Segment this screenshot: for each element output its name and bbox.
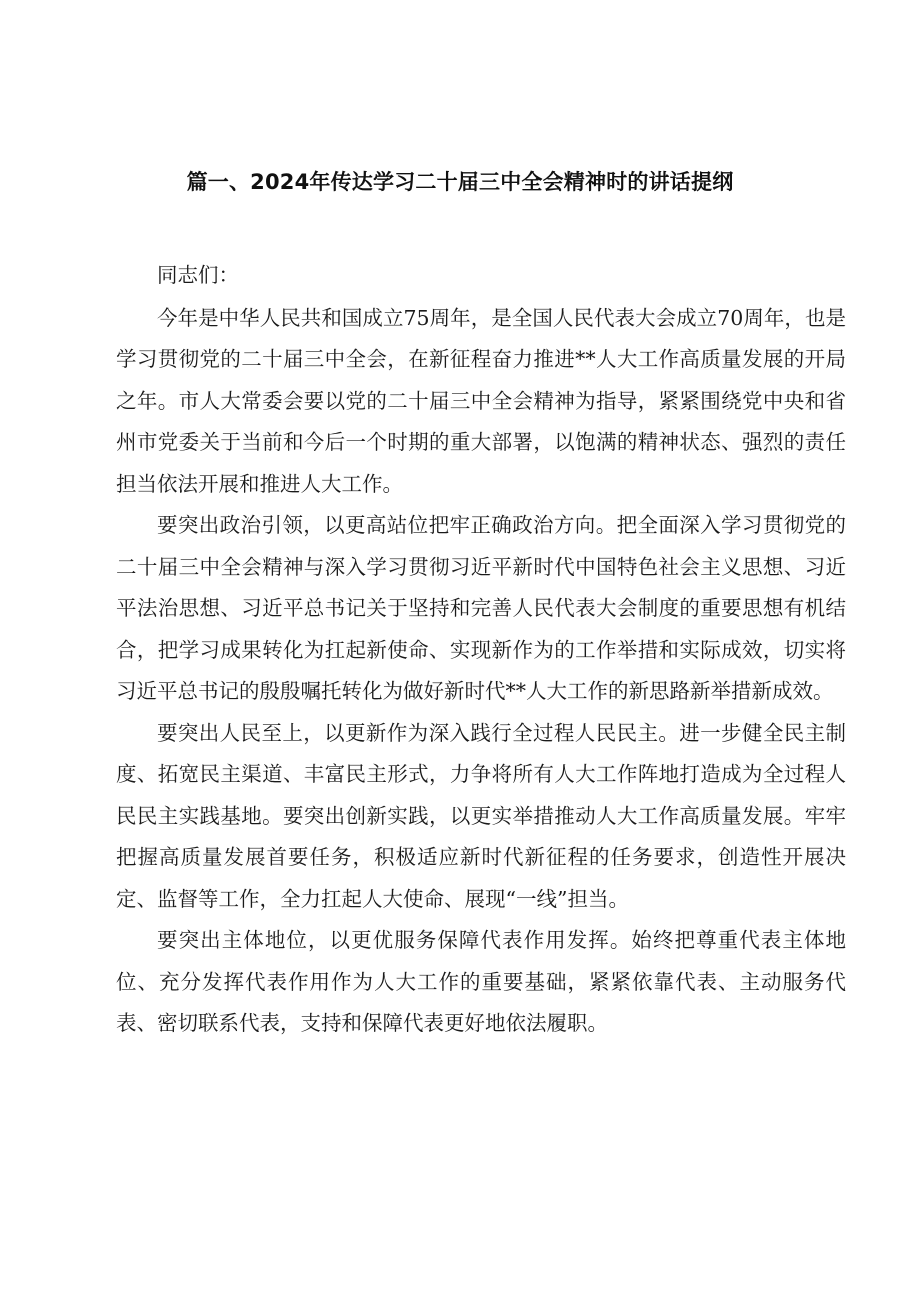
paragraph-1: 今年是中华人民共和国成立75周年，是全国人民代表大会成立70周年，也是学习贯彻党的二十届三中全会，在新征程奋力推进**人大工作高质量发展的开局之年。市人大常委会要以党的二十届三中全会精神为指导，紧紧围绕党中央和省州市党委关于当前和今后一个时期的重大部署，以饱满的精神状态、强烈的责任担当依法开展和推进人大工作。 bbox=[116, 305, 846, 496]
document-body bbox=[116, 255, 846, 1045]
document-title: 篇一、2024年传达学习二十届三中全会精神时的讲话提纲 bbox=[186, 170, 734, 194]
paragraph-3: 要突出人民至上，以更新作为深入践行全过程人民民主。进一步健全民主制度、拓宽民主渠道、丰富民主形式，力争将所有人大工作阵地打造成为全过程人民民主实践基地。要突出创新实践，以更实举措推动人大工作高质量发展。牢牢把握高质量发展首要任务，积极适应新时代新征程的任务要求，创造性开展决定、监督等工作，全力扛起人大使命、展现“一线”担当。 bbox=[116, 720, 846, 911]
salutation: 同志们： bbox=[157, 263, 239, 287]
paragraph-2: 要突出政治引领，以更高站位把牢正确政治方向。把全面深入学习贯彻党的二十届三中全会精神与深入学习贯彻习近平新时代中国特色社会主义思想、习近平法治思想、习近平总书记关于坚持和完善人民代表大会制度的重要思想有机结合，把学习成果转化为扛起新使命、实现新作为的工作举措和实际成效，切实将习近平总书记的殷殷嘱托转化为做好新时代**人大工作的新思路新举措新成效。 bbox=[116, 513, 846, 703]
paragraph-4: 要突出主体地位，以更优服务保障代表作用发挥。始终把尊重代表主体地位、充分发挥代表作用作为人大工作的重要基础，紧紧依靠代表、主动服务代表、密切联系代表，支持和保障代表更好地依法履职。 bbox=[116, 928, 846, 1035]
